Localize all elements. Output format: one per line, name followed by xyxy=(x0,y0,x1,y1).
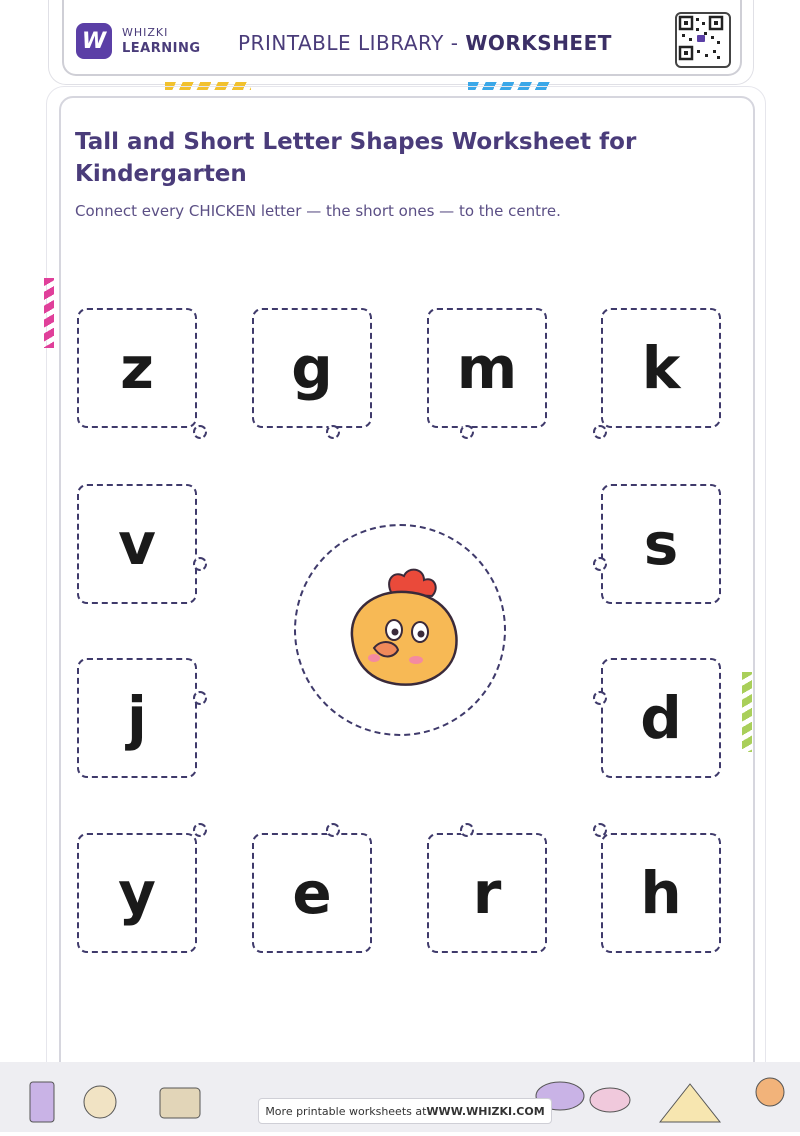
worksheet-title: Tall and Short Letter Shapes Worksheet for Kindergarten xyxy=(75,129,637,187)
letter-k: k xyxy=(641,334,681,402)
letter-y: y xyxy=(118,859,156,927)
letter-r: r xyxy=(472,859,502,927)
connector-dot[interactable] xyxy=(593,823,607,837)
qr-code-icon xyxy=(675,12,731,68)
letter-j: j xyxy=(127,684,147,752)
letter-m: m xyxy=(456,334,518,402)
connector-dot[interactable] xyxy=(193,823,207,837)
letter-e: e xyxy=(292,859,332,927)
connector-dot[interactable] xyxy=(193,425,207,439)
header-title-bold: WORKSHEET xyxy=(465,31,612,55)
footer-url: WWW.WHIZKI.COM xyxy=(426,1104,545,1118)
connector-dot[interactable] xyxy=(593,425,607,439)
connector-dot[interactable] xyxy=(593,691,607,705)
letter-box-k[interactable] xyxy=(601,308,721,428)
connector-dot[interactable] xyxy=(593,557,607,571)
letter-v: v xyxy=(118,510,156,578)
worksheet-instruction: Connect every CHICKEN letter — the short ones — to the centre. xyxy=(75,202,561,220)
logo-mark: W xyxy=(81,28,107,54)
chicken-icon xyxy=(332,566,468,696)
center-target-circle[interactable] xyxy=(294,524,506,736)
connector-dot[interactable] xyxy=(193,557,207,571)
footer-link[interactable] xyxy=(258,1098,552,1124)
letter-box-z[interactable] xyxy=(77,308,197,428)
decorative-stripe-pink xyxy=(44,278,54,348)
letter-d: d xyxy=(640,684,682,752)
letter-box-h[interactable] xyxy=(601,833,721,953)
connector-dot[interactable] xyxy=(326,425,340,439)
connector-dot[interactable] xyxy=(460,823,474,837)
letter-box-j[interactable] xyxy=(77,658,197,778)
whizki-logo-icon xyxy=(76,23,112,59)
letter-z: z xyxy=(120,334,154,402)
logo-text-top: WHIZKI xyxy=(122,26,169,39)
letter-h: h xyxy=(640,859,682,927)
letter-box-r[interactable] xyxy=(427,833,547,953)
logo-text-bottom: LEARNING xyxy=(122,41,201,56)
letter-box-e[interactable] xyxy=(252,833,372,953)
letter-box-d[interactable] xyxy=(601,658,721,778)
letter-box-g[interactable] xyxy=(252,308,372,428)
letter-box-s[interactable] xyxy=(601,484,721,604)
decorative-stripe-green xyxy=(742,672,752,752)
connector-dot[interactable] xyxy=(193,691,207,705)
footer-text-prefix: More printable worksheets at xyxy=(265,1104,427,1118)
letter-s: s xyxy=(643,510,679,578)
letter-box-m[interactable] xyxy=(427,308,547,428)
letter-box-y[interactable] xyxy=(77,833,197,953)
connector-dot[interactable] xyxy=(460,425,474,439)
letter-g: g xyxy=(291,334,333,402)
connector-dot[interactable] xyxy=(326,823,340,837)
header-title-prefix: PRINTABLE LIBRARY - xyxy=(238,31,466,55)
letter-box-v[interactable] xyxy=(77,484,197,604)
header-title xyxy=(238,31,612,55)
